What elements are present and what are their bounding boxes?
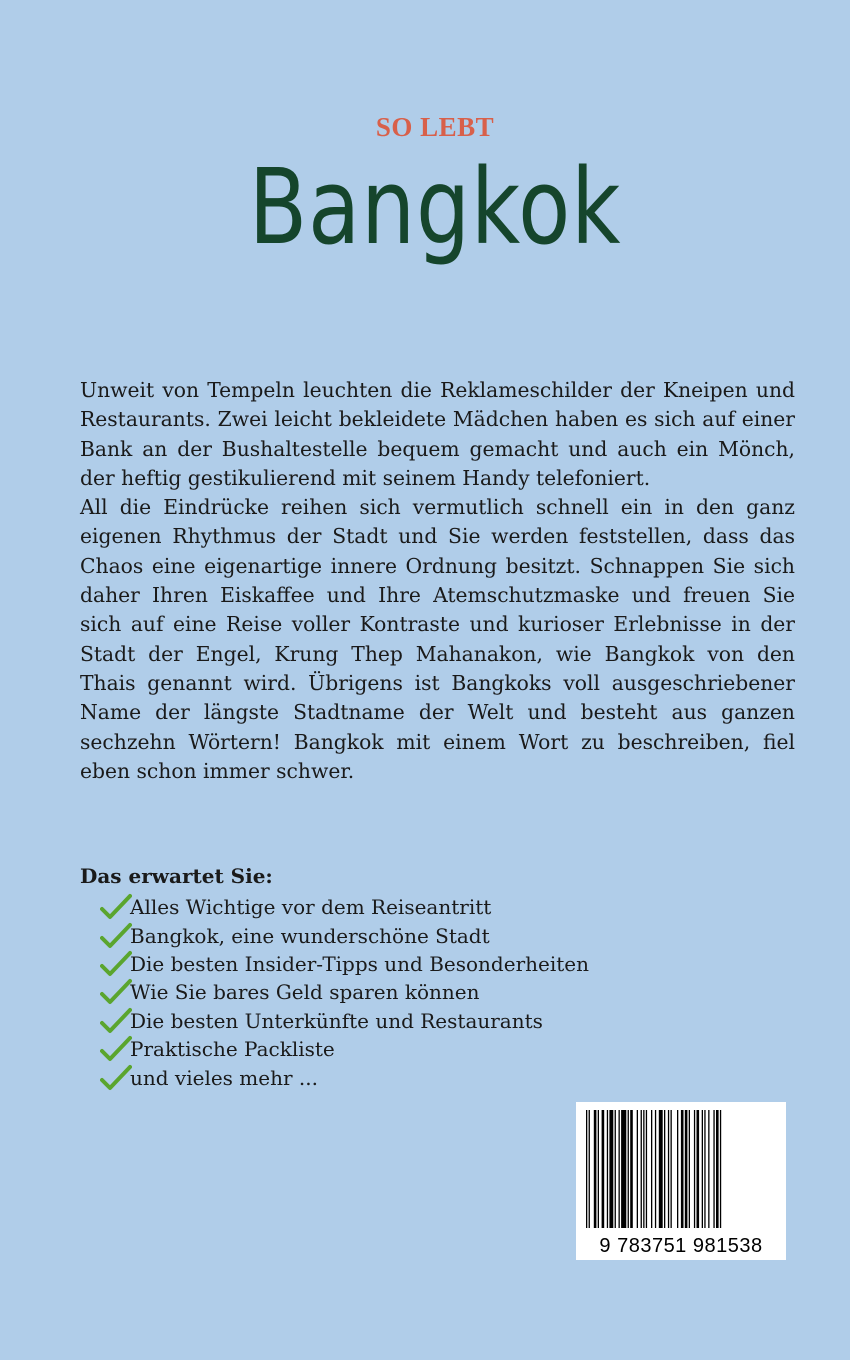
- list-item: [100, 1035, 589, 1063]
- barcode-bar: [713, 1110, 714, 1228]
- isbn-number: 9 783751 981538: [599, 1235, 763, 1257]
- list-item-label: Bangkok, eine wunderschöne Stadt: [130, 923, 490, 948]
- barcode-bar: [677, 1110, 678, 1228]
- list-item-label: Die besten Unterkünfte und Restaurants: [130, 1008, 543, 1033]
- list-item: [100, 950, 589, 978]
- barcode-bar: [671, 1110, 672, 1228]
- isbn-barcode: [576, 1102, 786, 1260]
- barcode-bar: [598, 1110, 599, 1228]
- barcode-bar: [708, 1110, 709, 1228]
- barcode-bar: [689, 1110, 690, 1228]
- list-item: [100, 921, 589, 949]
- barcode-bar: [668, 1110, 669, 1228]
- series-label: SO LEBT: [375, 112, 495, 142]
- blurb-text: [80, 376, 795, 786]
- barcode-bar: [697, 1110, 700, 1228]
- barcode-bar: [621, 1110, 626, 1228]
- barcode-bar: [637, 1110, 638, 1228]
- barcode-bar: [628, 1110, 629, 1228]
- list-item: [100, 893, 589, 921]
- list-item-label: Alles Wichtige vor dem Reiseantritt: [130, 895, 492, 920]
- checkmark-icon: [100, 893, 132, 921]
- checkmark-icon: [100, 978, 132, 1006]
- blurb-paragraph: Unweit von Tempeln leuchten die Reklameschilder der Kneipen und Restaurants. Zwei leicht bekleidete Mädchen haben es sich auf einer Bank an der Bushaltestelle bequem gemacht und auch ein Mönch, der heftig gestikulierend mit seinem Handy telefoniert.: [80, 378, 795, 490]
- barcode-bar: [685, 1110, 688, 1228]
- blurb-paragraph: All die Eindrücke reihen sich vermutlich schnell ein in den ganz eigenen Rhythmus der Stadt und Sie werden feststellen, dass das Chaos eine eigenartige innere Ordnung besitzt. Schnappen Sie sich daher Ihren Eiskaffee und Ihre Atemschutzmaske und freuen Sie sich auf eine Reise voller Kontraste und kurioser Erlebnisse in der Stadt der Engel, Krung Thep Mahanakon, wie Bangkok von den Thais genannt wird. Übrigens ist Bangkoks voll ausgeschriebener Name der längste Stadtname der Welt und besteht aus ganzen sechzehn Wörtern! Bangkok mit einem Wort zu beschreiben, fiel eben schon immer schwer.: [80, 495, 795, 783]
- barcode-bar: [607, 1110, 608, 1228]
- list-item-label: Wie Sie bares Geld sparen können: [130, 980, 480, 1005]
- barcode-bar: [651, 1110, 652, 1228]
- checkmark-icon: [100, 1064, 132, 1092]
- list-item-label: Die besten Insider-Tipps und Besonderheiten: [130, 951, 589, 976]
- barcode-bar: [655, 1110, 656, 1228]
- list-item-label: und vieles mehr ...: [130, 1065, 318, 1090]
- checkmark-icon: [100, 1035, 132, 1063]
- checkmark-icon: [100, 922, 132, 950]
- feature-list: [100, 893, 589, 1092]
- barcode-bar: [630, 1110, 633, 1228]
- checkmark-icon: [100, 950, 132, 978]
- barcode-bar: [641, 1110, 642, 1228]
- barcode-bar: [609, 1110, 613, 1228]
- barcode-bar: [681, 1110, 684, 1228]
- barcode-bar: [716, 1110, 719, 1228]
- barcode-bar: [619, 1110, 620, 1228]
- list-item: [100, 1007, 589, 1035]
- barcode-bar: [615, 1110, 616, 1228]
- book-title: Bangkok: [248, 146, 622, 268]
- barcode-bar: [646, 1110, 647, 1228]
- barcode-bar: [643, 1110, 644, 1228]
- barcode-bar: [659, 1110, 663, 1228]
- barcode-bar: [586, 1110, 587, 1228]
- barcode-bar: [602, 1110, 605, 1228]
- checkmark-icon: [100, 1007, 132, 1035]
- feature-list-heading: Das erwartet Sie:: [80, 864, 273, 888]
- barcode-bar: [589, 1110, 590, 1228]
- barcode-bar: [664, 1110, 665, 1228]
- barcode-bar: [704, 1110, 705, 1228]
- barcode-bar: [720, 1110, 721, 1228]
- list-item: [100, 978, 589, 1006]
- barcode-bar: [702, 1110, 703, 1228]
- list-item-label: Praktische Packliste: [130, 1037, 335, 1062]
- barcode-bar: [594, 1110, 597, 1228]
- list-item: [100, 1063, 589, 1091]
- barcode-bars: [586, 1110, 776, 1228]
- barcode-bar: [694, 1110, 695, 1228]
